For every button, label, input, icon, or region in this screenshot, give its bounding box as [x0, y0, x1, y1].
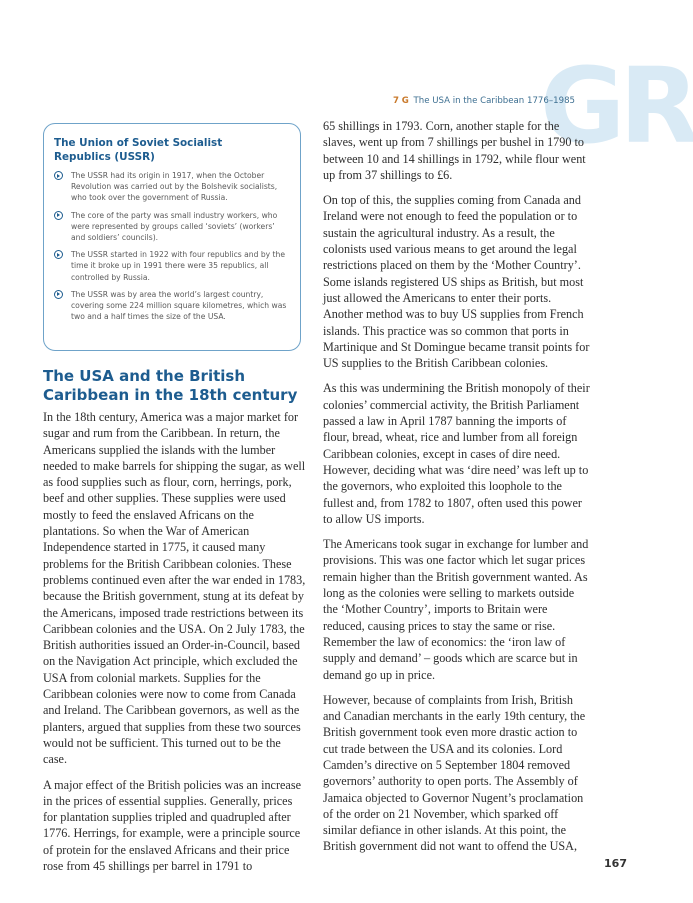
left-column — [43, 409, 306, 883]
info-box-item-text: The core of the party was small industry workers, who were represented by groups called ‘soviets’ (workers’ and soldiers’ councils). — [71, 210, 278, 243]
body-paragraph: The Americans took sugar in exchange for lumber and provisions. This was one factor which let sugar prices remain higher than the British government wanted. As long as the colonies were selling to markets outside the ‘Mother Country’, imports to Britain were reduced, causing prices to stay the same or rise. Remember the law of economics: the ‘iron law of supply and demand’ – goods which are scarce but in demand go up in price. — [323, 537, 589, 682]
body-paragraph: However, because of complaints from Irish, British and Canadian merchants in the early 19th century, the British government took even more drastic action to cut trade between the USA and its colonies. Lord Camden’s directive on 5 September 1804 removed governors’ authority to open ports. The Assembly of Jamaica objected to Governor Nugent’s proclamation of the order on 21 November, which sparked off similar defiance in other islands. At this point, the British government did not want to offend the USA, — [323, 692, 586, 854]
info-box-item — [54, 249, 290, 283]
ussr-info-box — [43, 123, 301, 351]
page-number: 167 — [604, 857, 627, 870]
body-paragraph: As this was undermining the British monopoly of their colonies’ commercial activity, the British Parliament passed a law in April 1787 banning the imports of flour, bread, wheat, rice and lumber from all foreign Caribbean colonies, except in cases of dire need. However, deciding what was ‘dire need’ was left up to the governors, who exploited this loophole to the fullest and, from 1782 to 1807, often used this power to allow US imports. — [323, 381, 590, 526]
arrow-circle-icon — [54, 171, 63, 180]
info-box-item — [54, 210, 290, 244]
chapter-mark: G — [401, 96, 409, 106]
running-header — [393, 96, 623, 106]
info-box-title: The Union of Soviet Socialist Republics (USSR) — [54, 137, 223, 163]
body-paragraph: In the 18th century, America was a major market for sugar and rum from the Caribbean. In return, the Americans supplied the islands with the lumber needed to make barrels for shipping the sugar, as well as food supplies such as flour, corn, herrings, pork, beef and other supplies. These supplies were used mostly to feed the enslaved Africans on the plantations. So when the War of American Independence started in 1775, it caused many problems for the British Caribbean colonies. These problems continued even after the war ended in 1783, because the British government, stung at its defeat by the Americans, imposed trade restrictions between its Caribbean colonies and the USA. On 2 July 1783, the British authorities issued an Order-in-Council, based on the Navigation Act principle, which excluded the USA from colonial markets. Supplies for the Caribbean colonies were now to come from Canada and Ireland. The Caribbean governors, as well as the planters, argued that supplies from these two sources would not be sufficient. This turned out to be the case. — [43, 410, 306, 767]
body-paragraph: 65 shillings in 1793. Corn, another staple for the slaves, went up from 7 shillings per bushel in 1790 to between 10 and 14 shillings in 1792, while flour went up from 37 shillings to £6. — [323, 119, 586, 182]
info-box-item — [54, 170, 290, 204]
chapter-number: 7 — [393, 96, 399, 106]
section-heading: The USA and the British Caribbean in the 18th century — [43, 367, 298, 404]
right-column — [323, 118, 591, 864]
info-box-item-text: The USSR was by area the world’s largest country, covering some 224 million square kilometres, which was two and a half times the size of the USA. — [71, 289, 287, 322]
chapter-title: The USA in the Caribbean 1776–1985 — [413, 96, 576, 106]
info-box-list — [54, 170, 290, 322]
body-paragraph: A major effect of the British policies was an increase in the prices of essential supplies. Generally, prices for plantation supplies tripled and quadrupled after 1776. Herrings, for example, were a principle source of protein for the enslaved Africans and their price rose from 45 shillings per barrel in 1791 to — [43, 777, 301, 874]
body-paragraph: On top of this, the supplies coming from Canada and Ireland were not enough to feed the population or to sustain the agricultural industry. As a result, the colonists used various means to get around the legal restrictions placed on them by the ‘Mother Country’. Some islands registered US ships as British, but most just allowed the Americans to enter their ports. Another method was to buy US supplies from French islands. This practice was so common that ports in Martinique and St Domingue became transit points for US supplies to the British Caribbean colonies. — [323, 193, 590, 371]
arrow-circle-icon — [54, 250, 63, 259]
info-box-item-text: The USSR started in 1922 with four republics and by the time it broke up in 1991 there were 35 republics, all controlled by Russia. — [71, 250, 286, 282]
arrow-circle-icon — [54, 211, 63, 220]
chapter-watermark: GR — [540, 45, 693, 167]
arrow-circle-icon — [54, 290, 63, 299]
info-box-item — [54, 289, 290, 323]
info-box-item-text: The USSR had its origin in 1917, when the October Revolution was carried out by the Bolshevik socialists, who took over the government of Russia. — [71, 171, 278, 203]
